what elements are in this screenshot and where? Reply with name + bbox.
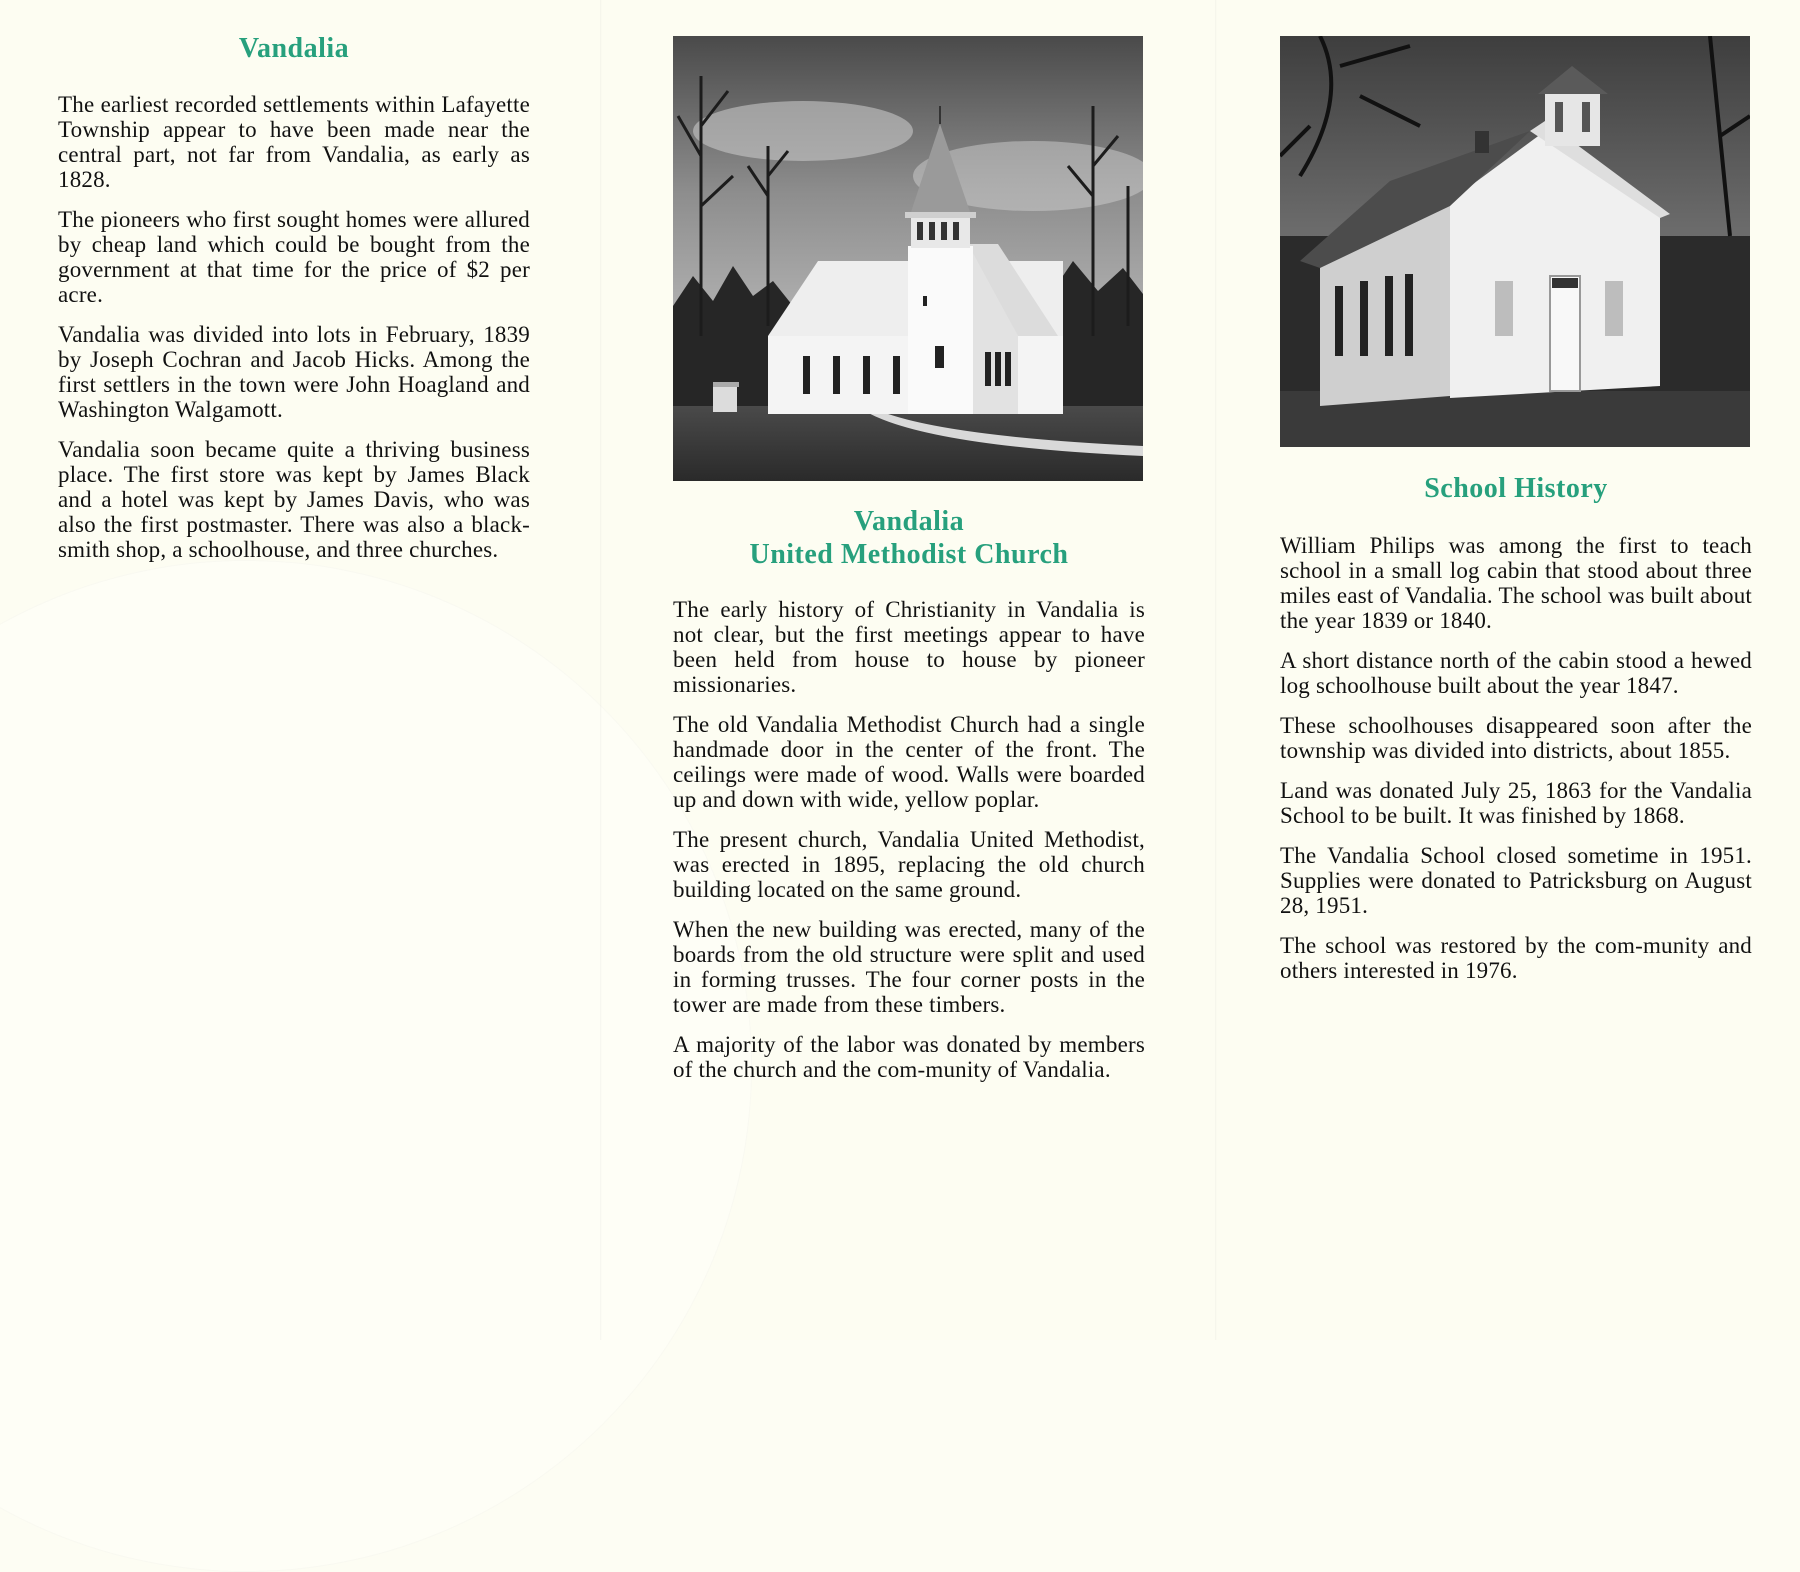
school-paragraph-4: Land was donated July 25, 1863 for the Vandalia School to be built. It was finished by 1868. — [1280, 778, 1752, 828]
school-paragraph-3: These schoolhouses disappeared soon after the township was divided into districts, about 1855. — [1280, 713, 1752, 763]
church-paragraph-1: The early history of Christianity in Vandalia is not clear, but the first meetings appear to have been held from house to house by pioneer missionaries. — [673, 597, 1145, 697]
fold-line-right — [1215, 0, 1217, 1340]
church-paragraph-2: The old Vandalia Methodist Church had a single handmade door in the center of the front. The ceilings were made of wood. Walls were boarded up and down with wide, yellow poplar. — [673, 712, 1145, 812]
vandalia-paragraph-3: Vandalia was divided into lots in February, 1839 by Joseph Cochran and Jacob Hicks. Among the first settlers in the town were John Hoagland and Washington Walgamott. — [58, 322, 530, 422]
vandalia-text — [58, 92, 530, 577]
church-heading-line2: United Methodist Church — [749, 539, 1069, 570]
vandalia-paragraph-2: The pioneers who first sought homes were allured by cheap land which could be bought from the government at that time for the price of $2 per acre. — [58, 207, 530, 307]
church-text — [673, 597, 1145, 1097]
school-heading: School History — [1424, 473, 1608, 504]
church-heading-line1: Vandalia — [853, 506, 965, 537]
school-paragraph-6: The school was restored by the com-munity and others interested in 1976. — [1280, 933, 1752, 983]
church-heading — [673, 505, 1145, 571]
school-photo — [1280, 36, 1750, 447]
vandalia-heading: Vandalia — [238, 33, 350, 64]
vandalia-paragraph-1: The earliest recorded settlements within Lafayette Township appear to have been made near the central part, not far from Vandalia, as early as 1828. — [58, 92, 530, 192]
church-photo — [673, 36, 1143, 481]
school-text — [1280, 533, 1752, 998]
background-circle — [0, 560, 752, 1572]
church-paragraph-5: A majority of the labor was donated by members of the church and the com-munity of Vandalia. — [673, 1032, 1145, 1082]
school-paragraph-2: A short distance north of the cabin stood a hewed log schoolhouse built about the year 1847. — [1280, 648, 1752, 698]
school-paragraph-1: William Philips was among the first to teach school in a small log cabin that stood about three miles east of Vandalia. The school was built about the year 1839 or 1840. — [1280, 533, 1752, 633]
vandalia-paragraph-4: Vandalia soon became quite a thriving business place. The first store was kept by James Black and a hotel was kept by James Davis, who was also the first postmaster. There was also a black-smith shop, a schoolhouse, and three churches. — [58, 437, 530, 562]
church-paragraph-4: When the new building was erected, many of the boards from the old structure were split and used in forming trusses. The four corner posts in the tower are made from these timbers. — [673, 917, 1145, 1017]
fold-line-left — [600, 0, 602, 1340]
school-paragraph-5: The Vandalia School closed sometime in 1951. Supplies were donated to Patricksburg on August 28, 1951. — [1280, 843, 1752, 918]
church-paragraph-3: The present church, Vandalia United Methodist, was erected in 1895, replacing the old church building located on the same ground. — [673, 827, 1145, 902]
